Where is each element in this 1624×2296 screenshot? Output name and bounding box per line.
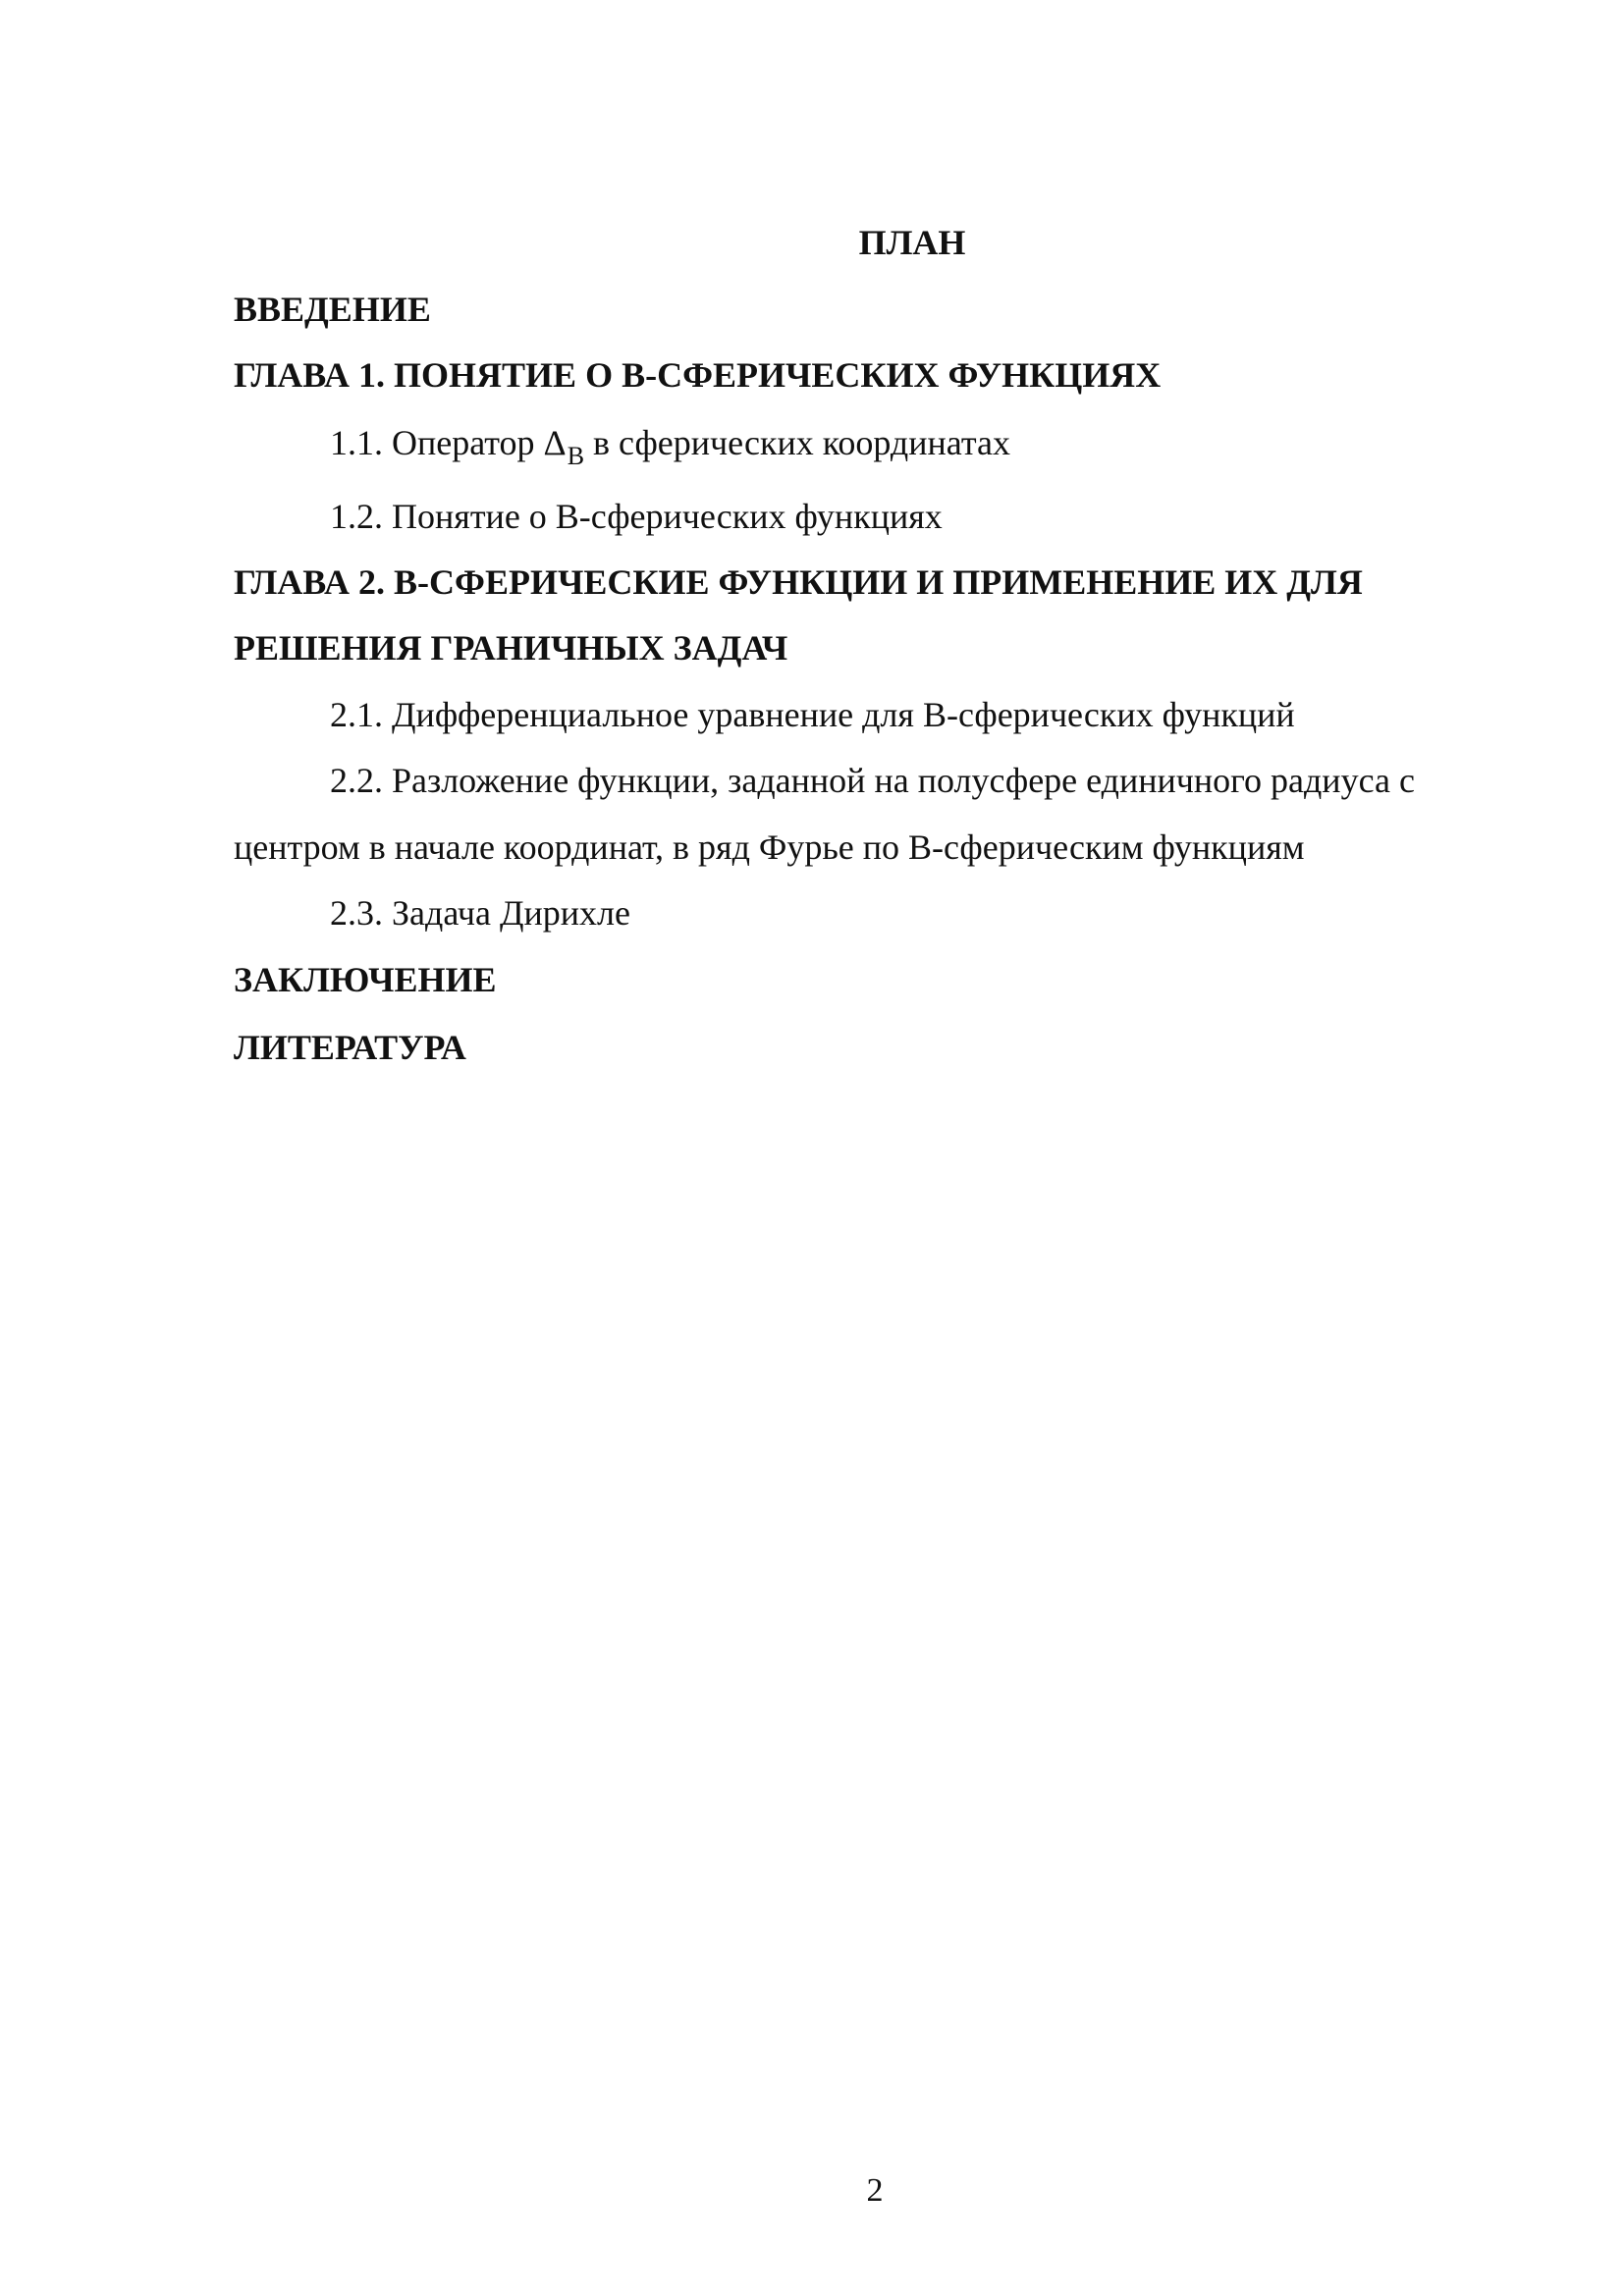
page-title: ПЛАН	[858, 223, 966, 262]
delta-symbol: Δ	[543, 423, 567, 462]
toc-literature: ЛИТЕРАТУРА	[234, 1028, 466, 1067]
section-1-1-number: 1.1. Оператор	[330, 423, 535, 462]
toc-intro: ВВЕДЕНИЕ	[234, 290, 431, 329]
section-1-1-rest: в сферических координатах	[593, 423, 1010, 462]
toc-conclusion: ЗАКЛЮЧЕНИЕ	[234, 960, 497, 999]
toc-section-2-3: 2.3. Задача Дирихле	[330, 893, 630, 933]
toc-section-2-1: 2.1. Дифференциальное уравнение для В-сферических функций	[330, 695, 1295, 734]
toc-chapter2-heading-line1: ГЛАВА 2. В-СФЕРИЧЕСКИЕ ФУНКЦИИ И ПРИМЕНЕНИЕ ИХ ДЛЯ	[234, 562, 1363, 602]
page-number: 2	[866, 2172, 884, 2209]
toc-section-2-2-line1: 2.2. Разложение функции, заданной на полусфере единичного радиуса с	[330, 761, 1415, 800]
toc-section-1-2: 1.2. Понятие о В-сферических функциях	[330, 497, 943, 536]
toc-section-2-2-line2: центром в начале координат, в ряд Фурье по В-сферическим функциям	[234, 828, 1305, 867]
toc-section-1-1	[330, 421, 1010, 468]
toc-chapter2-heading-line2: РЕШЕНИЯ ГРАНИЧНЫХ ЗАДАЧ	[234, 628, 788, 667]
delta-b-operator	[544, 421, 585, 468]
toc-chapter1-heading: ГЛАВА 1. ПОНЯТИЕ О В-СФЕРИЧЕСКИХ ФУНКЦИЯХ	[234, 355, 1162, 395]
operator-subscript: B	[567, 442, 585, 470]
